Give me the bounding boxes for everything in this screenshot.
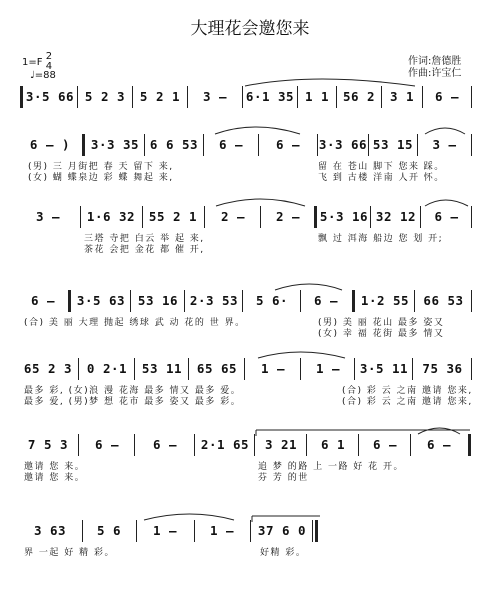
measure: 2 –	[220, 209, 246, 224]
measure: 75 36	[422, 361, 463, 376]
lyric-line: 芬 芳 的世	[258, 473, 309, 483]
measure: 3 21	[264, 437, 298, 452]
measure: 66 53	[423, 293, 464, 308]
measure: 3 1	[389, 89, 415, 104]
lyric-line: 追 梦 的路 上 一路 好 花 开。	[258, 462, 405, 472]
lyricist-credit: 作词:詹德胜	[408, 56, 462, 67]
lyric-line: (合) 彩 云 之南 邀请 您来,	[342, 386, 473, 396]
measure: 7 5 3	[27, 437, 69, 452]
measure: 6 –	[434, 209, 459, 224]
tempo-value: =88	[34, 70, 56, 81]
measure: 5·3 16	[319, 209, 369, 224]
measure: 2 –	[275, 209, 301, 224]
time-sig-top: 2	[45, 51, 53, 62]
measure: 3 –	[432, 137, 457, 152]
measure: 3 –	[35, 209, 61, 224]
measure: 1·2 55	[360, 293, 410, 308]
measure: 37 6 0	[257, 523, 307, 538]
measure: 6 –	[218, 137, 244, 152]
measure: 5 6	[96, 523, 122, 538]
lyric-line: (合) 彩 云 之南 邀请 您来,	[342, 397, 473, 407]
measure: 1·6 32	[86, 209, 136, 224]
lyric-line: 邀请 您 来。	[24, 473, 86, 483]
lyric-line: (男) 三 月街把 春 天 留下 来,	[28, 162, 174, 172]
measure: 0 2·1	[86, 361, 128, 376]
measure: 56 2	[342, 89, 376, 104]
measure: 6 –	[372, 437, 398, 452]
slur-overlay	[20, 88, 472, 118]
lyric-line: 最多 彩, (女)浪 漫 花海 最多 情又 最多 爱。	[24, 386, 242, 396]
measure: 5 2 3	[84, 89, 126, 104]
measure: 6 –	[152, 437, 178, 452]
tempo-marking	[30, 70, 56, 81]
measure: 6 –	[434, 89, 460, 104]
measure: 53 15	[372, 137, 414, 152]
measure: 3 –	[202, 89, 228, 104]
lyric-line: (女) 幸 福 花街 最多 情又	[318, 329, 445, 339]
measure: 6 –	[426, 437, 452, 452]
measure: 6 –	[30, 293, 56, 308]
measure: 5 2 1	[139, 89, 181, 104]
key-label: 1=F	[22, 57, 43, 68]
composer-credit: 作曲:许宝仁	[408, 68, 462, 79]
measure: 2·1 65	[200, 437, 250, 452]
measure: 2·3 53	[189, 293, 239, 308]
measure: 6 –	[275, 137, 301, 152]
measure: 3·5 63	[76, 293, 126, 308]
measure: 53 11	[141, 361, 183, 376]
measure: 3·5 11	[359, 361, 409, 376]
measure: 1 –	[315, 361, 341, 376]
measure: 32 12	[375, 209, 417, 224]
measure: 3 63	[33, 523, 67, 538]
measure: 6 1	[320, 437, 346, 452]
quarter-note-icon: ♩	[30, 70, 35, 81]
measure: 5 6·	[255, 293, 289, 308]
key-signature	[22, 52, 52, 72]
lyric-line: (合) 美 丽 大理 抛起 绣球 武 动 花的 世 界。	[24, 318, 246, 328]
song-title: 大理花会邀您来	[190, 19, 310, 39]
lyric-line: 界 一起 好 精 彩。	[24, 548, 115, 558]
lyric-line: (女) 蝴 蝶泉边 彩 蝶 舞起 来,	[28, 173, 174, 183]
measure: 55 2 1	[148, 209, 198, 224]
lyric-line: 邀请 您 来。	[24, 462, 86, 472]
lyric-line: 茶花 会把 金花 都 催 开,	[84, 245, 205, 255]
measure: 1 1	[304, 89, 330, 104]
measure: 1 –	[152, 523, 178, 538]
measure: 6 – )	[29, 137, 71, 152]
measure: 3·5 66	[25, 89, 75, 104]
lyric-line: 最多 爱, (男)梦 想 花市 最多 姿又 最多 彩。	[24, 397, 242, 407]
measure: 6·1 35	[245, 89, 295, 104]
measure: 6 6 53	[149, 137, 199, 152]
measure: 6 –	[94, 437, 120, 452]
measure: 3·3 66	[318, 137, 368, 152]
lyric-line: 飞 到 古楼 洋南 人开 怀。	[318, 173, 445, 183]
measure: 1 –	[260, 361, 286, 376]
measure: 65 2 3	[23, 361, 73, 376]
lyric-line: (男) 美 丽 花山 最多 姿又	[318, 318, 445, 328]
slur-overlay	[20, 436, 472, 466]
measure: 53 16	[137, 293, 179, 308]
lyric-line: 好精 彩。	[260, 548, 307, 558]
measure: 1 –	[209, 523, 235, 538]
measure: 3·3 35	[90, 137, 140, 152]
lyric-line: 飘 过 洱海 船边 您 划 开;	[318, 234, 444, 244]
measure: 6 –	[313, 293, 339, 308]
lyric-line: 留 在 苍山 脚下 您来 踩。	[318, 162, 445, 172]
time-sig-bottom: 4	[45, 61, 53, 72]
measure: 65 65	[196, 361, 238, 376]
lyric-line: 三塔 寺把 白云 举 起 来,	[84, 234, 205, 244]
time-signature	[46, 52, 52, 72]
